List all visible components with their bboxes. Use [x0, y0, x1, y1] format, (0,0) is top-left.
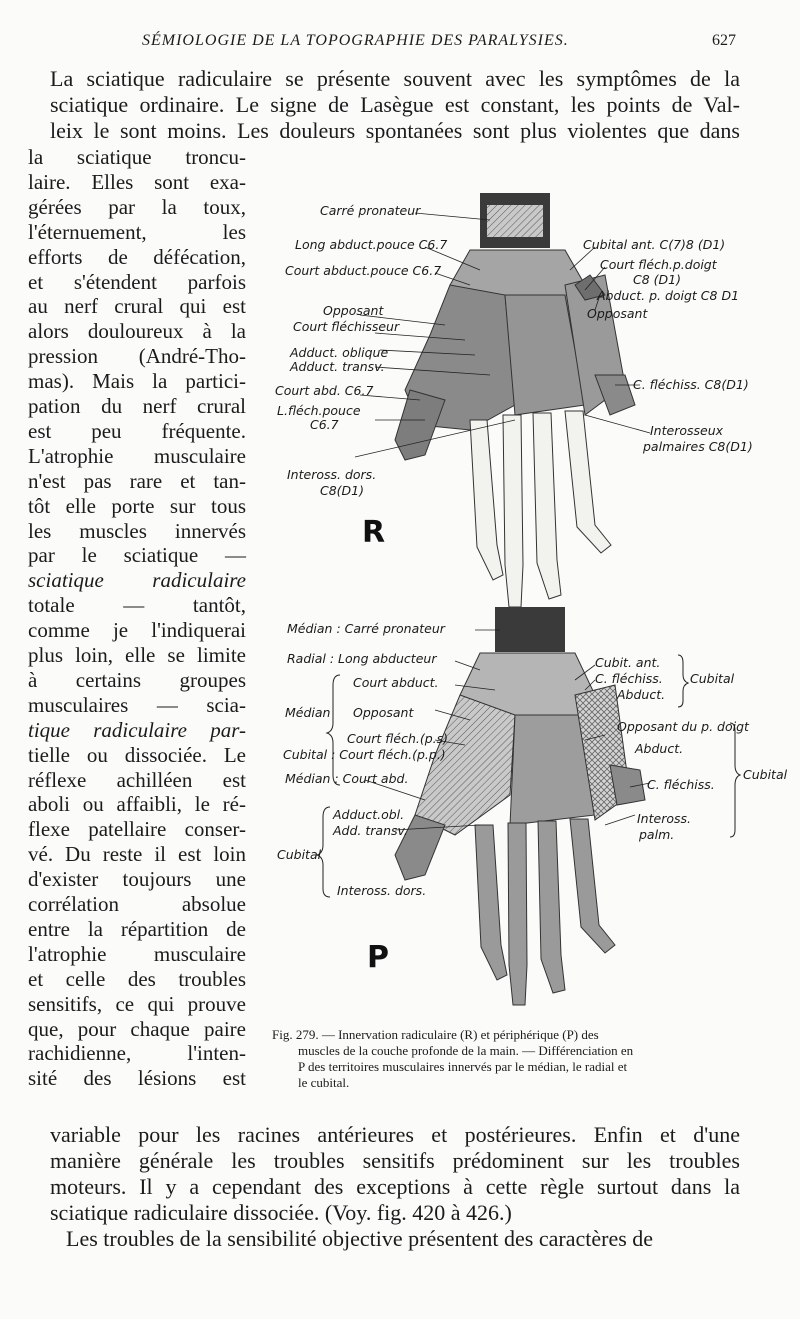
- body-line-left: par le sciatique —: [28, 543, 246, 568]
- body-line-left: tielle ou dissociée. Le: [28, 742, 246, 767]
- body-line-left: musculaires — scia-: [28, 692, 246, 717]
- label-r: Court abduct.pouce C6.7: [285, 263, 442, 278]
- body-line-left: pression (André-Tho-: [28, 344, 246, 369]
- label-p: Cubital : Court fléch.(p.p.): [283, 747, 446, 762]
- body-line-left: sensitifs, ce qui prouve: [28, 991, 246, 1016]
- body-line-left: la sciatique troncu-: [28, 145, 246, 169]
- body-line-left: corrélation absolue: [28, 892, 246, 916]
- label-r: Court fléch.p.doigt: [600, 257, 717, 272]
- figure-caption-line: Fig. 279. — Innervation radiculaire (R) et périphérique (P) des: [272, 1027, 599, 1042]
- running-head: [0, 32, 800, 56]
- body-line-left: à certains groupes: [28, 667, 246, 692]
- body-line-left: L'atrophie musculaire: [28, 443, 246, 468]
- body-line: La sciatique radiculaire se présente souvent avec les symptômes de la: [50, 66, 740, 91]
- label-r: C8 (D1): [633, 272, 681, 287]
- carre-pronateur-block-p: [495, 607, 565, 652]
- figure-caption-line: muscles de la couche profonde de la main. — Différenciation en: [298, 1043, 634, 1058]
- label-p: Inteross. dors.: [337, 883, 427, 898]
- label-r: L.fléch.pouce: [277, 403, 361, 418]
- body-line-left: flexe patellaire conser-: [28, 817, 246, 842]
- body-line-left: plus loin, elle se limite: [28, 643, 246, 667]
- label-p: palm.: [639, 827, 675, 842]
- body-line-left: réflexe achilléen est: [28, 767, 246, 792]
- body-line-left: et celle des troubles: [28, 966, 246, 991]
- body-line-left: gérées par la toux,: [28, 194, 246, 219]
- body-line: Les troubles de la sensibilité objective présentent des caractères de: [66, 1226, 654, 1251]
- label-r: Carré pronateur: [320, 203, 421, 218]
- label-p: Médian : Carré pronateur: [287, 621, 445, 636]
- panel-r-letter: R: [362, 515, 386, 550]
- body-line-left: rachidienne, l'inten-: [28, 1041, 246, 1066]
- label-p: C. fléchiss.: [647, 777, 715, 792]
- label-p: C. fléchiss.: [595, 671, 663, 686]
- label-r: C6.7: [310, 417, 339, 432]
- label-p: Inteross.: [637, 811, 691, 826]
- label-p: Adduct.obl.: [333, 807, 405, 822]
- figure-caption-line: le cubital.: [298, 1075, 350, 1090]
- label-r: palmaires C8(D1): [643, 439, 753, 454]
- body-line-left: vé. Du reste il est loin: [28, 842, 246, 867]
- body-line-left: efforts de défécation,: [28, 244, 246, 269]
- body-line-left: sciatique radiculaire: [28, 568, 246, 593]
- label-r: Cubital ant. C(7)8 (D1): [583, 237, 726, 252]
- label-r: Court fléchisseur: [293, 319, 400, 334]
- label-p: Opposant du p. doigt: [617, 719, 749, 734]
- body-line-left: totale — tantôt,: [28, 593, 246, 618]
- body-line: sciatique ordinaire. Le signe de Lasègue est constant, les points de Val-: [50, 92, 740, 117]
- running-title: SÉMIOLOGIE DE LA TOPOGRAPHIE DES PARALYSIES.: [142, 32, 569, 49]
- body-line-left: laire. Elles sont exa-: [28, 169, 246, 194]
- label-r: Abduct. p. doigt C8 D1: [597, 288, 740, 303]
- label-p: Médian : Court abd.: [285, 771, 409, 786]
- body-line-left: n'est pas rare et tan-: [28, 468, 246, 493]
- body-line: leix le sont moins. Les douleurs spontanées sont plus violentes que dans: [50, 118, 740, 143]
- body-line-left: l'éternuement, les: [28, 219, 246, 244]
- body-line-left: tique radiculaire par-: [28, 717, 246, 742]
- body-line-left: et s'étendent parfois: [28, 269, 246, 294]
- body-line-left: sité des lésions est: [28, 1066, 246, 1091]
- label-p: Cubital: [743, 767, 788, 782]
- label-p: Radial : Long abducteur: [287, 651, 437, 666]
- label-p: Court fléch.(p.s): [347, 731, 449, 746]
- label-p: Court abduct.: [353, 675, 439, 690]
- label-r: Opposant: [323, 303, 384, 318]
- body-line-left: l'atrophie musculaire: [28, 941, 246, 966]
- label-p: Opposant: [353, 705, 414, 720]
- body-line-left: tôt elle porte sur tous: [28, 493, 246, 518]
- page-number: 627: [712, 32, 736, 49]
- label-r: Adduct. oblique: [290, 345, 389, 360]
- body-line-left: au nerf crural qui est: [28, 294, 246, 319]
- body-line-left: les muscles innervés: [28, 518, 246, 543]
- label-r: Opposant: [587, 306, 648, 321]
- body-line-left: entre la répartition de: [28, 916, 246, 941]
- label-p: Add. transv.: [333, 823, 408, 838]
- label-r: Long abduct.pouce C6.7: [295, 237, 448, 252]
- label-r: Interosseux: [650, 423, 724, 438]
- figure-caption-line: P des territoires musculaires innervés par le médian, le radial et: [298, 1059, 628, 1074]
- figure-279: [265, 175, 795, 1015]
- body-line: moteurs. Il y a cependant des exceptions à cette règle surtout dans la: [50, 1174, 740, 1199]
- label-p: Cubital: [690, 671, 735, 686]
- body-line-left: aboli ou affaibli, le ré-: [28, 792, 246, 817]
- body-line-left: que, pour chaque paire: [28, 1016, 246, 1041]
- body-line-left: mas). Mais la partici-: [28, 369, 246, 394]
- panel-r-hand: [395, 193, 635, 607]
- body-line: manière générale les troubles sensitifs prédominent sur les troubles: [50, 1148, 740, 1173]
- label-r: Adduct. transv.: [290, 359, 385, 374]
- label-p: Cubital: [277, 847, 322, 862]
- label-p: Cubit. ant.: [595, 655, 661, 670]
- label-p: Médian: [285, 705, 331, 720]
- label-r: Inteross. dors.: [287, 467, 377, 482]
- label-r: C8(D1): [320, 483, 365, 498]
- panel-p-letter: P: [367, 940, 389, 975]
- label-r: C. fléchiss. C8(D1): [633, 377, 749, 392]
- label-r: Court abd. C6.7: [275, 383, 374, 398]
- body-line-left: alors douloureux à la: [28, 319, 246, 344]
- body-line-left: pation du nerf crural: [28, 394, 246, 418]
- label-p: Abduct.: [635, 741, 684, 756]
- body-line: sciatique radiculaire dissociée. (Voy. fig. 420 à 426.): [50, 1200, 512, 1225]
- body-line-left: d'exister toujours une: [28, 867, 246, 892]
- body-line-left: comme je l'indiquerai: [28, 618, 246, 643]
- label-p: Abduct.: [617, 687, 666, 702]
- body-line-left: est peu fréquente.: [28, 418, 246, 443]
- body-line: variable pour les racines antérieures et postérieures. Enfin et d'une: [50, 1122, 740, 1147]
